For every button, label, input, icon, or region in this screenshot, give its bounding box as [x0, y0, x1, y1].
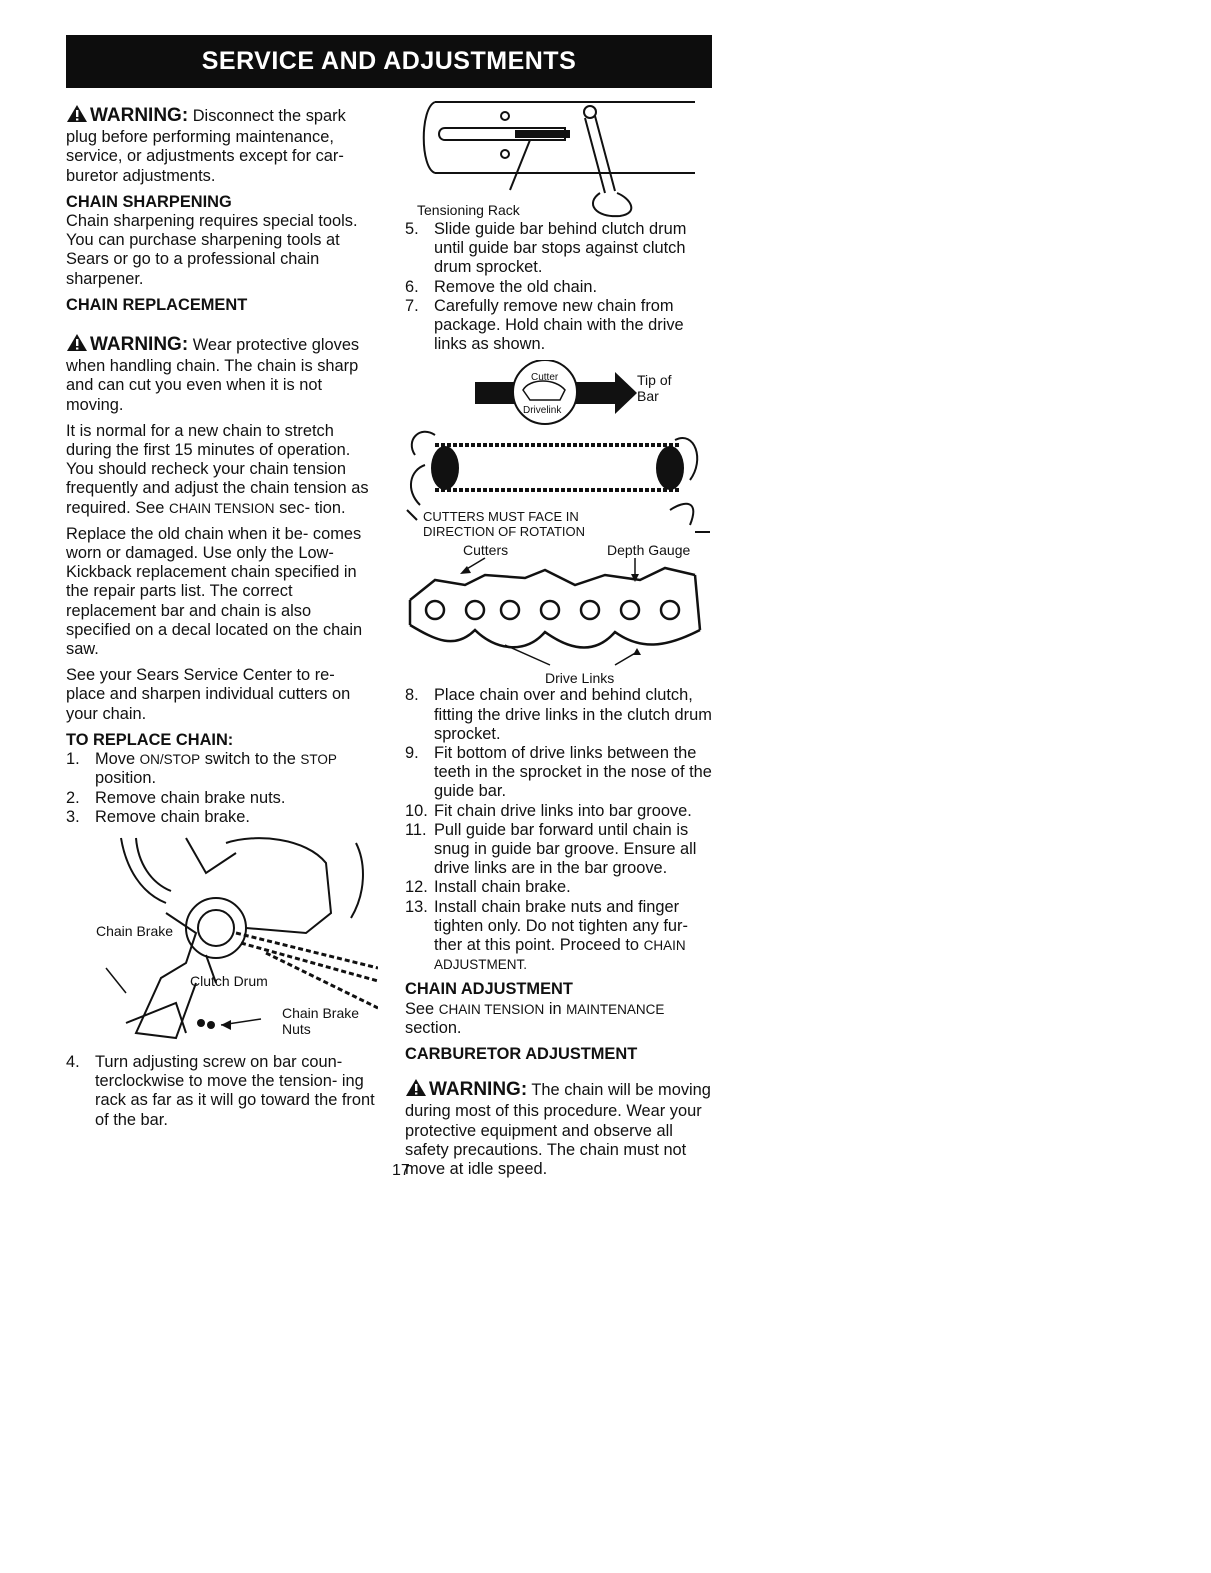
list-item	[405, 802, 717, 821]
warning-text: Wear protective gloves when handling chain. The chain is sharp and can cut you even when it is not moving.	[66, 336, 360, 414]
warning-label: WARNING:	[90, 334, 189, 356]
service-center-paragraph: See your Sears Service Center to re- place and sharpen individual cutters on your chain.	[66, 666, 351, 723]
step-number: 1.	[66, 750, 80, 769]
step-number: 8.	[405, 686, 419, 705]
label-cutters: Cutters	[463, 542, 509, 559]
step-text: Move ON/STOP switch to the STOP position.	[95, 750, 337, 788]
warning-text: The chain will be moving during most of this procedure. Wear your protective equipment and observe all safety precautions. The chain must not move at idle speed.	[405, 1081, 711, 1179]
label-chain-brake-nuts: Nuts	[282, 1020, 311, 1037]
step-number: 4.	[66, 1052, 80, 1071]
heading-to-replace-chain: TO REPLACE CHAIN:	[66, 730, 234, 749]
warning-text: Disconnect the spark plug before performing maintenance, service, or adjustments except for car- buretor adjustments.	[66, 107, 346, 185]
list-item	[405, 744, 717, 802]
step-text: Slide guide bar behind clutch drum until guide bar stops against clutch drum sprocket.	[434, 220, 687, 277]
list-item	[405, 878, 717, 897]
step-text: Place chain over and behind clutch, fitting the drive links in the clutch drum sprocket.	[434, 686, 712, 743]
label-clutch-drum: Clutch Drum	[190, 972, 268, 989]
figure-chain-brake	[66, 833, 378, 1045]
warning-label: WARNING:	[90, 105, 189, 126]
right-column	[405, 98, 717, 1186]
warning-chain-moving	[405, 1078, 717, 1179]
label-cutters-must-face-in: CUTTERS MUST FACE IN	[423, 509, 579, 525]
step-number: 9.	[405, 744, 419, 763]
label-direction-of-rotation: DIRECTION OF ROTATION	[423, 524, 586, 540]
step-number: 13.	[405, 897, 428, 916]
chain-parts-illustration	[405, 540, 717, 686]
list-item	[405, 821, 717, 879]
step-text: Carefully remove new chain from package. Hold chain with the drive links as shown.	[434, 296, 684, 354]
chain-adjustment-text: See CHAIN TENSION in MAINTENANCE section.	[405, 999, 665, 1037]
page-number: 17	[392, 1162, 410, 1179]
label-chain-brake: Chain Brake	[96, 922, 174, 939]
warning-label: WARNING:	[429, 1079, 528, 1101]
label-depth-gauge: Depth Gauge	[607, 542, 691, 559]
label-chain-brake-nuts: Chain Brake	[282, 1004, 360, 1021]
step-text: Fit chain drive links into bar groove.	[434, 801, 692, 820]
figure-chain-parts	[405, 540, 717, 686]
chain-sharpening-text: Chain sharpening requires special tools. You can purchase sharpening tools at Sears or go to a professional chain sharpener.	[66, 212, 358, 288]
figure-tensioning-rack	[405, 98, 717, 220]
steps-list-3	[405, 220, 717, 354]
list-item	[405, 297, 717, 355]
label-cutter: Cutter	[531, 372, 559, 384]
list-item	[405, 686, 717, 744]
step-number: 5.	[405, 220, 419, 238]
label-drivelink: Drivelink	[523, 405, 562, 417]
step-text: Install chain brake nuts and finger tighten only. Do not tighten any fur- ther at this point. Proceed to CHAIN ADJUSTMENT.	[434, 897, 688, 973]
step-text: Remove chain brake.	[95, 807, 250, 826]
step-text: Fit bottom of drive links between the teeth in the sprocket in the nose of the guide bar.	[434, 744, 712, 801]
heading-chain-sharpening: CHAIN SHARPENING	[66, 192, 232, 211]
step-number: 11.	[405, 820, 427, 839]
cross-reference: CHAIN TENSION	[168, 500, 275, 516]
list-item	[66, 1053, 378, 1130]
section-title: SERVICE AND ADJUSTMENTS	[201, 47, 577, 75]
step-number: 3.	[66, 807, 80, 826]
step-number: 10.	[405, 801, 428, 820]
para-text: It is normal for a new chain to stretch during the first 15 minutes of operation. You should recheck your chain tension frequently and adjust the chain tension as required. See	[66, 421, 369, 517]
list-item	[405, 898, 717, 975]
warning-triangle-icon	[66, 333, 88, 357]
label-drive-links: Drive Links	[545, 670, 615, 687]
warning-disconnect	[66, 104, 378, 186]
left-column	[66, 104, 378, 1136]
step-text: Turn adjusting screw on bar coun- terclockwise to move the tension- ing rack as far as it will go toward the front of the bar.	[95, 1052, 375, 1129]
label-tensioning-rack: Tensioning Rack	[417, 202, 520, 218]
step-number: 2.	[66, 788, 80, 807]
heading-chain-adjustment: CHAIN ADJUSTMENT	[405, 980, 573, 999]
step-text: Pull guide bar forward until chain is snug in guide bar groove. Ensure all drive links are in the bar groove.	[434, 820, 697, 878]
warning-triangle-icon	[66, 104, 88, 128]
figure-chain-direction	[405, 360, 717, 540]
step-number: 7.	[405, 296, 419, 315]
list-item	[66, 808, 378, 827]
step-number: 12.	[405, 878, 428, 897]
step-text: Install chain brake.	[434, 878, 571, 897]
steps-list-4	[405, 686, 717, 974]
step-number: 6.	[405, 277, 419, 296]
warning-gloves	[66, 333, 378, 415]
list-item	[405, 220, 717, 278]
para-text: sec- tion.	[279, 498, 346, 517]
heading-carburetor-adjustment: CARBURETOR ADJUSTMENT	[405, 1045, 638, 1064]
label-tip-of-bar: Tip of	[637, 372, 672, 389]
steps-list-2	[66, 1053, 378, 1130]
list-item	[405, 278, 717, 297]
step-text: Remove the old chain.	[434, 277, 598, 296]
stretch-paragraph	[66, 422, 378, 518]
warning-triangle-icon	[405, 1078, 427, 1102]
list-item	[66, 750, 378, 788]
step-text: Remove chain brake nuts.	[95, 788, 286, 807]
steps-list-1	[66, 750, 378, 827]
section-header	[66, 35, 712, 88]
list-item	[66, 789, 378, 808]
heading-chain-replacement: CHAIN REPLACEMENT	[66, 295, 248, 314]
label-tip-of-bar: Bar	[637, 388, 659, 405]
replace-paragraph: Replace the old chain when it be- comes worn or damaged. Use only the Low-Kickback replacement chain specified in the repair parts list. The correct replacement bar and chain is also specified on a decal located on the chain saw.	[66, 524, 363, 659]
